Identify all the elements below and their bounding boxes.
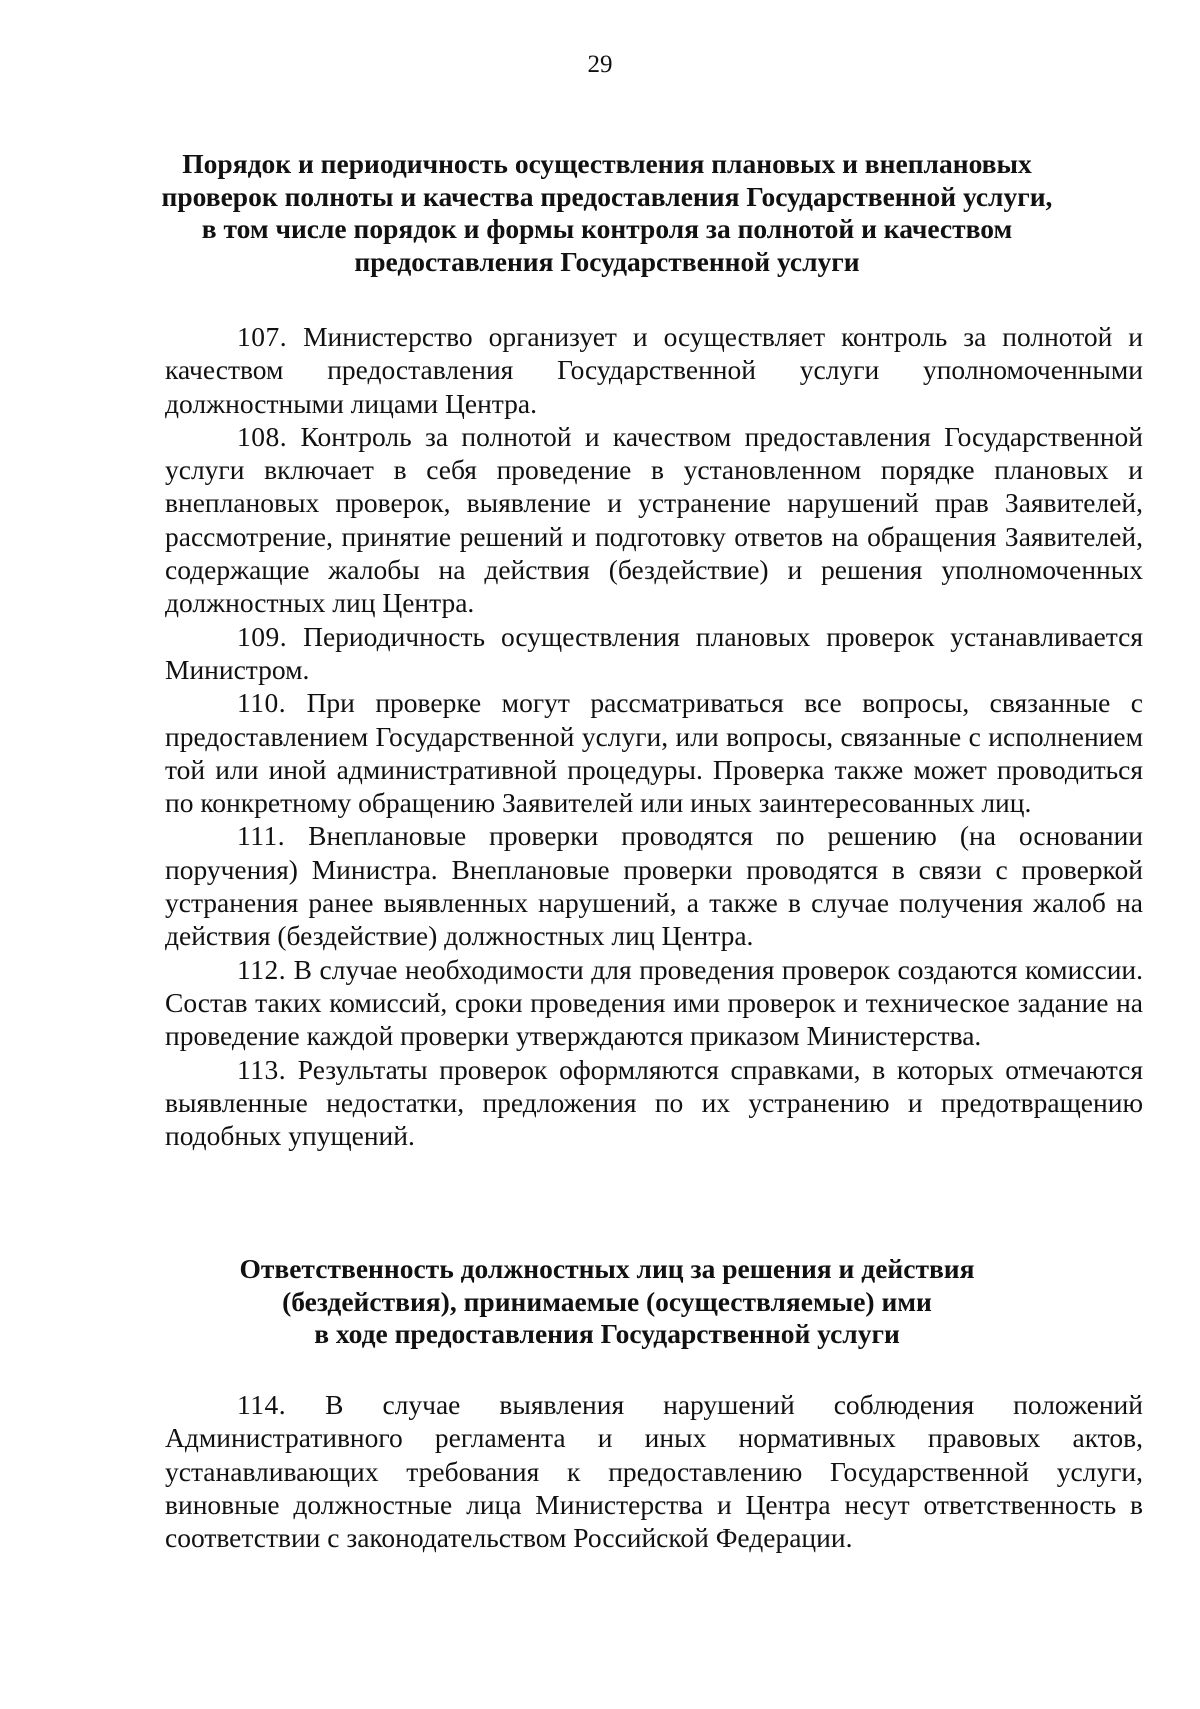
heading-line: предоставления Государственной услуги bbox=[354, 245, 860, 277]
paragraph-text: В случае выявления нарушений соблюдения положений Административного регламента и иных нормативных правовых актов, устанавливающих требования к предоставлению Государственной услуги, виновные должностные лица Министерства и Центра несут ответственность в соответствии с законодательством Российской Федерации. bbox=[165, 1389, 1143, 1554]
paragraph-number: 107. bbox=[237, 321, 288, 352]
paragraph-text: Министерство организует и осуществляет контроль за полнотой и качеством предоставления Государственной услуги уполномоченными должностными лицами Центра. bbox=[165, 321, 1143, 419]
paragraph-114 bbox=[165, 1388, 1143, 1554]
heading-line: в том числе порядок и формы контроля за полнотой и качеством bbox=[201, 213, 1013, 244]
section-heading-control bbox=[150, 148, 1064, 278]
paragraph-110 bbox=[165, 686, 1143, 819]
paragraph-text: Внеплановые проверки проводятся по решению (на основании поручения) Министра. Внеплановые проверки проводятся в связи с проверкой устранения ранее выявленных нарушений, а также в случае получения жалоб на действия (бездействие) должностных лиц Центра. bbox=[165, 820, 1144, 952]
heading-line: (бездействия), принимаемые (осуществляемые) ими bbox=[282, 1285, 932, 1317]
paragraph-number: 113. bbox=[237, 1053, 287, 1085]
paragraph-112 bbox=[165, 953, 1143, 1053]
paragraph-text: Результаты проверок оформляются справками, в которых отмечаются выявленные недостатки, предложения по их устранению и предотвращению подобных упущений. bbox=[165, 1053, 1144, 1152]
heading-line: Порядок и периодичность осуществления плановых и внеплановых bbox=[182, 148, 1032, 179]
section-body-responsibility bbox=[165, 1388, 1143, 1554]
paragraph-text: При проверке могут рассматриваться все вопросы, связанные с предоставлением Государственной услуги, или вопросы, связанные с исполнением той или иной административной процедуры. Проверка также может проводиться по конкретному обращению Заявителей или иных заинтересованных лиц. bbox=[165, 687, 1143, 819]
paragraph-text: Контроль за полнотой и качеством предоставления Государственной услуги включает в себя проведение в установленном порядке плановых и внеплановых проверок, выявление и устранение нарушений прав Заявителей, рассмотрение, принятие решений и подготовку ответов на обращения Заявителей, содержащие жалобы на действия (бездействие) и решения уполномоченных должностных лиц Центра. bbox=[165, 420, 1143, 619]
paragraph-number: 110. bbox=[237, 687, 287, 719]
paragraph-107 bbox=[165, 320, 1143, 420]
paragraph-109 bbox=[165, 620, 1143, 687]
paragraph-number: 112. bbox=[237, 953, 287, 985]
section-heading-responsibility bbox=[150, 1253, 1064, 1351]
paragraph-number: 108. bbox=[237, 420, 288, 452]
paragraph-number: 114. bbox=[237, 1389, 287, 1420]
heading-line: Ответственность должностных лиц за решения и действия bbox=[239, 1253, 975, 1284]
paragraph-text: В случае необходимости для проведения проверок создаются комиссии. Состав таких комиссий, сроки проведения ими проверок и техническое задание на проведение каждой проверки утверждаются приказом Министерства. bbox=[165, 953, 1144, 1052]
page-number: 29 bbox=[587, 51, 613, 78]
paragraph-text: Периодичность осуществления плановых проверок устанавливается Министром. bbox=[165, 620, 1144, 685]
paragraph-108 bbox=[165, 420, 1143, 620]
paragraph-number: 111. bbox=[237, 820, 286, 852]
paragraph-111 bbox=[165, 819, 1143, 952]
heading-line: проверок полноты и качества предоставления Государственной услуги, bbox=[161, 180, 1053, 212]
section-body-control bbox=[165, 320, 1143, 1152]
paragraph-number: 109. bbox=[237, 620, 288, 652]
paragraph-113 bbox=[165, 1053, 1143, 1153]
heading-line: в ходе предоставления Государственной услуги bbox=[314, 1318, 900, 1349]
